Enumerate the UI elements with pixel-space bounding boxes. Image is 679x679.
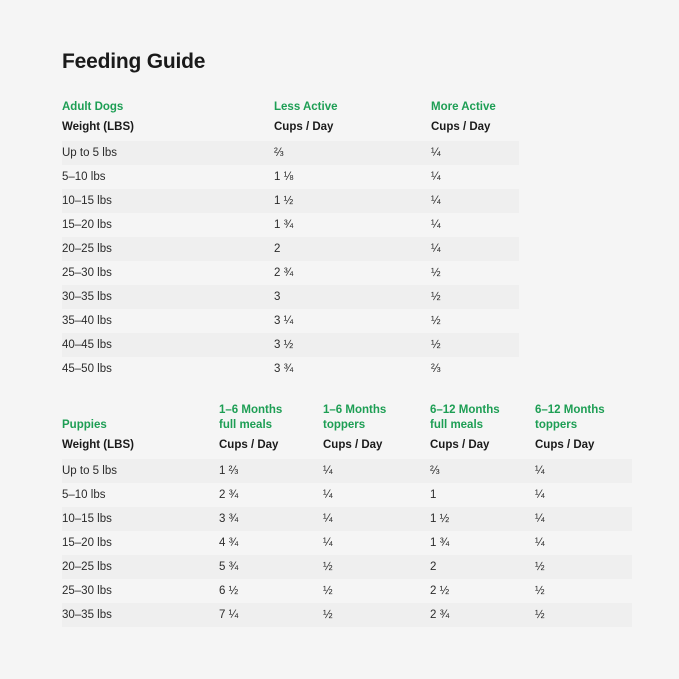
puppies-group-header-row: [62, 403, 632, 439]
adult-group-header-row: [62, 100, 519, 121]
puppy-cell-1-6-toppers: ¼: [323, 489, 333, 502]
table-row: [62, 483, 632, 507]
adult-cell-more-active: ¼: [431, 141, 519, 165]
puppy-cell-1-6-toppers: ½: [323, 603, 430, 627]
table-row: [62, 213, 519, 237]
puppy-cell-1-6-full: 2 ¾: [219, 489, 239, 502]
puppy-cell-weight: Up to 5 lbs: [62, 459, 219, 483]
puppy-cell-6-12-full: 1: [430, 489, 437, 502]
puppy-cell-6-12-toppers: ½: [535, 603, 632, 627]
adult-cell-weight: 35–40 lbs: [62, 315, 112, 328]
puppy-cell-6-12-full: 2: [430, 555, 535, 579]
puppy-cell-weight: 10–15 lbs: [62, 507, 219, 531]
adult-cell-less-active: 2 ¾: [274, 267, 294, 280]
puppy-cell-1-6-full: 3 ¾: [219, 507, 323, 531]
puppy-cell-1-6-toppers: ½: [323, 585, 333, 598]
puppy-cell-6-12-toppers: ½: [535, 555, 632, 579]
adult-cell-weight: 5–10 lbs: [62, 171, 106, 184]
puppy-cell-1-6-toppers: ¼: [323, 507, 430, 531]
table-spacer: [62, 381, 619, 403]
table-row: [62, 459, 632, 483]
table-row: [62, 285, 519, 309]
table-row: [62, 261, 519, 285]
adult-sub-header-0: Weight (LBS): [62, 121, 134, 134]
table-row: [62, 165, 519, 189]
table-row: [62, 309, 519, 333]
adult-cell-more-active: ¼: [431, 219, 441, 232]
adult-group-header-0: Adult Dogs: [62, 101, 124, 113]
puppy-cell-6-12-toppers: ¼: [535, 537, 545, 550]
adult-cell-less-active: 3 ¾: [274, 363, 294, 376]
puppy-cell-1-6-full: 4 ¾: [219, 537, 239, 550]
puppies-sub-header-0: Weight (LBS): [62, 439, 134, 452]
adult-cell-more-active: ¼: [431, 237, 519, 261]
puppy-cell-weight: 5–10 lbs: [62, 489, 106, 502]
adult-cell-more-active: ½: [431, 285, 519, 309]
adult-cell-less-active: ⅔: [274, 141, 431, 165]
adult-cell-weight: 15–20 lbs: [62, 219, 112, 232]
puppy-cell-1-6-toppers: ½: [323, 555, 430, 579]
puppy-cell-6-12-full: 1 ½: [430, 507, 535, 531]
adult-dogs-table: [62, 100, 519, 381]
puppy-cell-weight: 30–35 lbs: [62, 603, 219, 627]
adult-sub-header-row: [62, 121, 519, 141]
adult-cell-weight: 30–35 lbs: [62, 285, 274, 309]
puppies-sub-header-3: Cups / Day: [430, 439, 490, 452]
adult-cell-less-active: 2: [274, 237, 431, 261]
table-row: [62, 579, 632, 603]
puppy-cell-1-6-full: 5 ¾: [219, 555, 323, 579]
puppy-cell-weight: 20–25 lbs: [62, 555, 219, 579]
puppy-cell-1-6-full: 6 ½: [219, 585, 239, 598]
puppy-cell-1-6-full: 7 ¼: [219, 603, 323, 627]
puppy-cell-1-6-toppers: ¼: [323, 459, 430, 483]
table-row: [62, 357, 519, 381]
adult-cell-weight: Up to 5 lbs: [62, 141, 274, 165]
adult-cell-more-active: ½: [431, 267, 441, 280]
puppy-cell-1-6-toppers: ¼: [323, 537, 333, 550]
table-row: [62, 555, 632, 579]
adult-sub-header-2: Cups / Day: [431, 121, 491, 134]
table-row: [62, 333, 519, 357]
adult-cell-more-active: ½: [431, 315, 441, 328]
puppy-cell-weight: 15–20 lbs: [62, 537, 112, 550]
table-row: [62, 531, 632, 555]
adult-cell-less-active: 3: [274, 285, 431, 309]
puppy-cell-1-6-full: 1 ⅔: [219, 459, 323, 483]
adult-cell-weight: 20–25 lbs: [62, 237, 274, 261]
table-row: [62, 507, 632, 531]
table-row: [62, 237, 519, 261]
table-row: [62, 189, 519, 213]
puppy-cell-6-12-full: ⅔: [430, 459, 535, 483]
puppies-group-header-1: 1–6 Months full meals: [219, 404, 283, 431]
adult-cell-weight: 25–30 lbs: [62, 267, 112, 280]
adult-cell-more-active: ¼: [431, 189, 519, 213]
puppy-cell-weight: 25–30 lbs: [62, 585, 112, 598]
adult-sub-header-1: Cups / Day: [274, 121, 334, 134]
page-title: Feeding Guide: [62, 50, 206, 73]
adult-cell-less-active: 1 ¾: [274, 219, 294, 232]
puppies-group-header-2: 1–6 Months toppers: [323, 404, 387, 431]
puppies-sub-header-1: Cups / Day: [219, 439, 279, 452]
puppy-cell-6-12-full: 2 ½: [430, 585, 450, 598]
adult-group-header-2: More Active: [431, 101, 496, 113]
puppies-sub-header-4: Cups / Day: [535, 439, 595, 452]
adult-group-header-1: Less Active: [274, 101, 338, 113]
puppies-table: [62, 403, 632, 627]
adult-cell-less-active: 3 ¼: [274, 315, 294, 328]
puppies-sub-header-2: Cups / Day: [323, 439, 383, 452]
puppy-cell-6-12-toppers: ½: [535, 585, 545, 598]
adult-cell-weight: 40–45 lbs: [62, 333, 274, 357]
puppy-cell-6-12-full: 1 ¾: [430, 537, 450, 550]
adult-cell-less-active: 1 ½: [274, 189, 431, 213]
adult-cell-less-active: 3 ½: [274, 333, 431, 357]
puppy-cell-6-12-toppers: ¼: [535, 489, 545, 502]
adult-cell-more-active: ¼: [431, 171, 441, 184]
puppies-sub-header-row: [62, 439, 632, 459]
adult-cell-less-active: 1 ⅛: [274, 171, 294, 184]
table-row: [62, 603, 632, 627]
puppies-group-header-3: 6–12 Months full meals: [430, 404, 500, 431]
puppy-cell-6-12-toppers: ¼: [535, 507, 632, 531]
puppy-cell-6-12-full: 2 ¾: [430, 603, 535, 627]
adult-table-body: [62, 141, 519, 381]
adult-cell-weight: 45–50 lbs: [62, 363, 112, 376]
puppies-group-header-4: 6–12 Months toppers: [535, 404, 605, 431]
puppies-table-body: [62, 459, 632, 627]
adult-cell-weight: 10–15 lbs: [62, 189, 274, 213]
puppy-cell-6-12-toppers: ¼: [535, 459, 632, 483]
adult-cell-more-active: ⅔: [431, 363, 441, 376]
adult-cell-more-active: ½: [431, 333, 519, 357]
puppies-group-header-0: Puppies: [62, 418, 107, 431]
table-row: [62, 141, 519, 165]
